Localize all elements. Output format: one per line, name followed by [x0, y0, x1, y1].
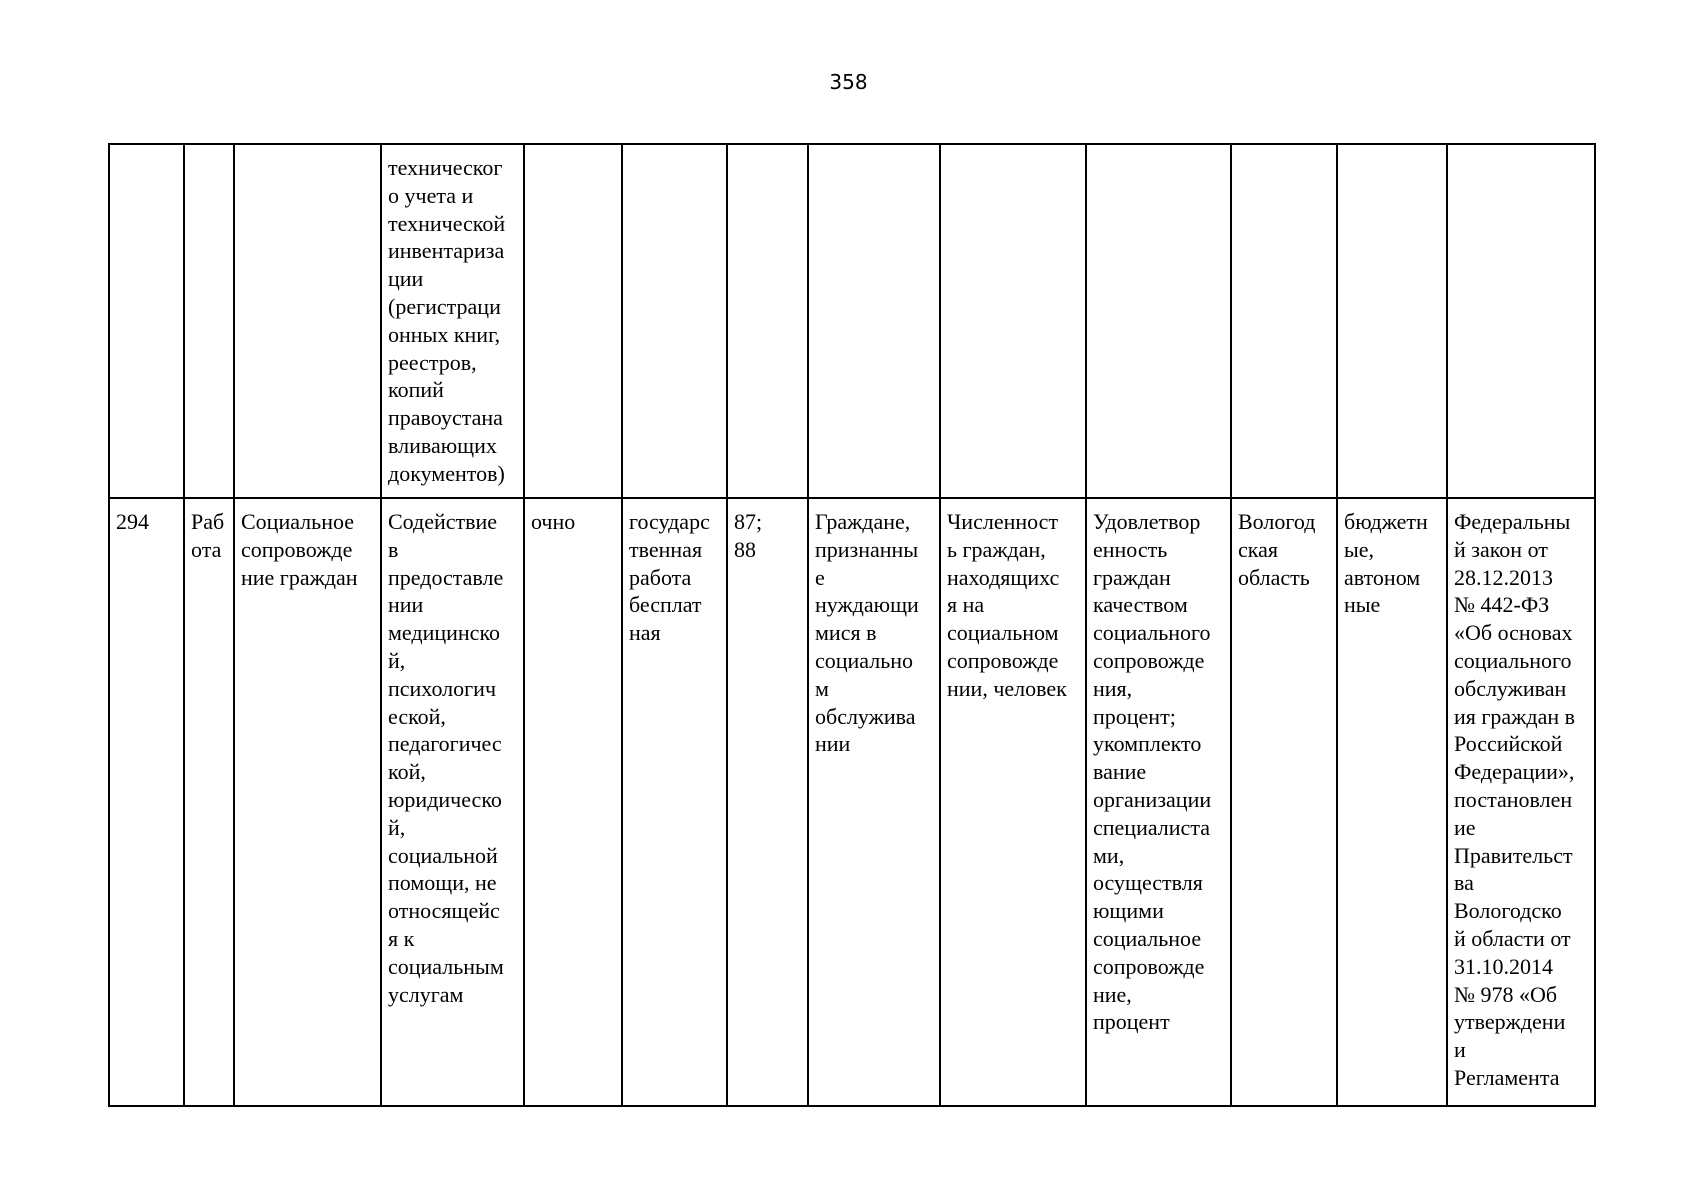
page-number: 358 — [829, 70, 868, 94]
cell-quality-indicator: Удовлетвор енность граждан качеством социального сопровожде ния, процент; укомплекто вание организации специалиста ми, осуществля ющими социальное сопровожде ние, процент — [1086, 498, 1231, 1106]
cell-codes: 87; 88 — [727, 498, 808, 1106]
cell-form: очно — [524, 498, 622, 1106]
cell-institution-type: бюджетн ые, автоном ные — [1337, 498, 1447, 1106]
cell-legal-basis — [1447, 144, 1595, 498]
cell-volume-indicator — [940, 144, 1086, 498]
table-row-294 — [109, 498, 1595, 1106]
cell-content: техническог о учета и технической инвентариза ции (регистраци онных книг, реестров, копий правоустана вливающих документов) — [381, 144, 524, 498]
cell-name — [234, 144, 381, 498]
cell-category — [622, 144, 727, 498]
cell-region — [1231, 144, 1337, 498]
cell-codes — [727, 144, 808, 498]
cell-content: Содействие в предоставле нии медицинско й, психологич еской, педагогичес кой, юридическо й, социальной помощи, не относящейс я к социальным услугам — [381, 498, 524, 1106]
cell-type — [184, 144, 234, 498]
cell-type: Раб ота — [184, 498, 234, 1106]
cell-form — [524, 144, 622, 498]
table-row-continuation — [109, 144, 1595, 498]
cell-region: Вологод ская область — [1231, 498, 1337, 1106]
registry-table — [108, 143, 1596, 1107]
cell-legal-basis: Федеральны й закон от 28.12.2013 № 442-ФЗ «Об основах социального обслуживан ия граждан в Российской Федерации», постановлен ие Правительст ва Вологодско й области от 31.10.2014 № 978 «Об утверждени и Регламента — [1447, 498, 1595, 1106]
cell-recipients: Граждане, признанны е нуждающи мися в социально м обслужива нии — [808, 498, 940, 1106]
cell-number: 294 — [109, 498, 184, 1106]
cell-volume-indicator: Численност ь граждан, находящихс я на социальном сопровожде нии, человек — [940, 498, 1086, 1106]
cell-category: государс твенная работа бесплат ная — [622, 498, 727, 1106]
cell-quality-indicator — [1086, 144, 1231, 498]
cell-institution-type — [1337, 144, 1447, 498]
cell-number — [109, 144, 184, 498]
cell-recipients — [808, 144, 940, 498]
cell-name: Социальное сопровожде ние граждан — [234, 498, 381, 1106]
